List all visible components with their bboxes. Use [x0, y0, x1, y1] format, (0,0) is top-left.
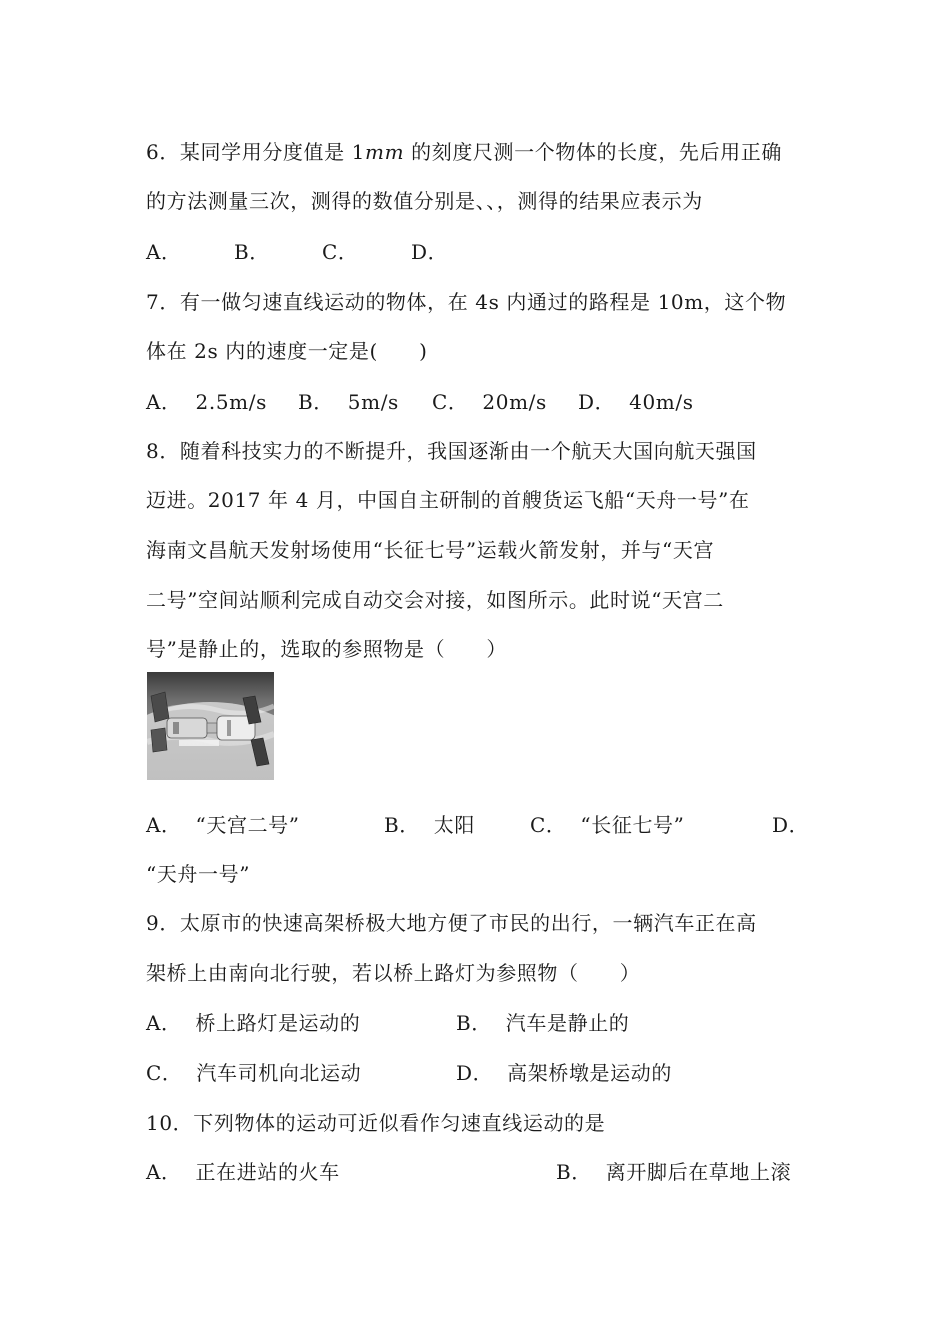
- q6-stem-line2: 的方法测量三次，测得的数值分别是、、，测得的结果应表示为: [146, 189, 703, 213]
- q8-option-b[interactable]: B． 太阳: [384, 813, 476, 837]
- q9-option-b[interactable]: B． 汽车是静止的: [456, 1011, 630, 1035]
- q6-stem-line1: 6．某同学用分度值是 1mm 的刻度尺测一个物体的长度，先后用正确: [146, 140, 782, 164]
- q8-spacecraft-photo: [147, 672, 274, 780]
- q8-option-a[interactable]: A． “天宫二号”: [146, 813, 300, 837]
- q8-option-c[interactable]: C． “长征七号”: [530, 813, 685, 837]
- q6-option-b[interactable]: B．: [234, 240, 270, 264]
- q8-stem-line3: 海南文昌航天发射场使用“长征七号”运载火箭发射，并与“天宫: [146, 538, 715, 562]
- q9-option-a[interactable]: A． 桥上路灯是运动的: [146, 1011, 361, 1035]
- q7-option-d[interactable]: D． 40m/s: [578, 390, 694, 414]
- q8-stem-line4: 二号”空间站顺利完成自动交会对接，如图所示。此时说“天宫二: [146, 588, 724, 612]
- q9-stem-line1: 9．太原市的快速高架桥极大地方便了市民的出行，一辆汽车正在高: [146, 911, 757, 935]
- q10-option-b[interactable]: B． 离开脚后在草地上滚: [556, 1160, 792, 1184]
- q8-option-d-label[interactable]: D．: [772, 813, 810, 837]
- q9-option-d[interactable]: D． 高架桥墩是运动的: [456, 1061, 672, 1085]
- q7-stem-line1: 7．有一做匀速直线运动的物体，在 4s 内通过的路程是 10m，这个物: [146, 290, 787, 314]
- q10-stem-line1: 10．下列物体的运动可近似看作匀速直线运动的是: [146, 1111, 606, 1135]
- q7-option-a[interactable]: A． 2.5m/s: [146, 390, 267, 414]
- q7-option-c[interactable]: C． 20m/s: [432, 390, 547, 414]
- q9-option-c[interactable]: C． 汽车司机向北运动: [146, 1061, 362, 1085]
- q7-stem-line2: 体在 2s 内的速度一定是( ): [146, 339, 428, 363]
- q8-stem-line2: 迈进。2017 年 4 月，中国自主研制的首艘货运飞船“天舟一号”在: [146, 488, 750, 512]
- q6-option-c[interactable]: C．: [322, 240, 359, 264]
- q9-stem-line2: 架桥上由南向北行驶，若以桥上路灯为参照物（ ）: [146, 961, 641, 985]
- q8-stem-line1: 8．随着科技实力的不断提升，我国逐渐由一个航天大国向航天强国: [146, 439, 757, 463]
- q10-option-a[interactable]: A． 正在进站的火车: [146, 1160, 340, 1184]
- q8-stem-line5: 号”是静止的，选取的参照物是（ ）: [146, 637, 508, 661]
- q8-option-d-text[interactable]: “天舟一号”: [146, 862, 251, 886]
- q6-unit-mm: mm: [365, 140, 405, 164]
- q6-option-d[interactable]: D．: [411, 240, 449, 264]
- q6-option-a[interactable]: A．: [146, 240, 182, 264]
- q7-option-b[interactable]: B． 5m/s: [298, 390, 399, 414]
